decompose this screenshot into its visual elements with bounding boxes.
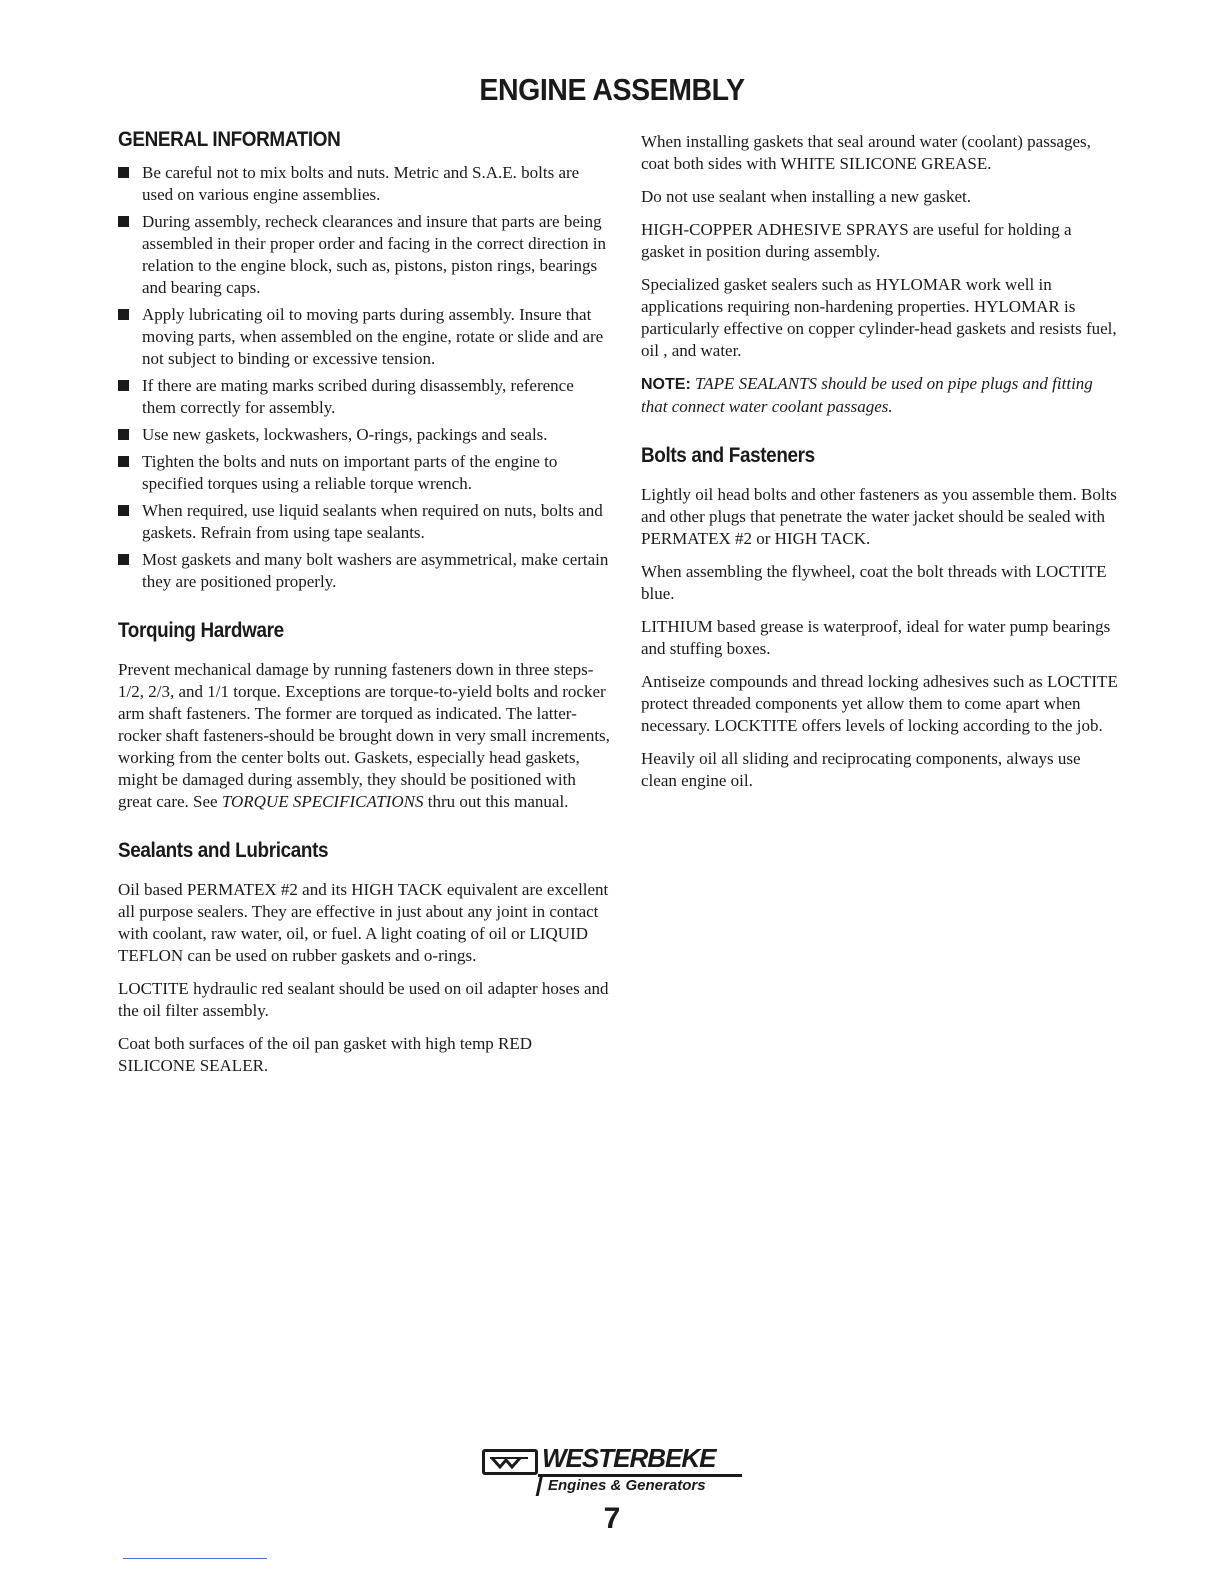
page-number: 7 (603, 1502, 621, 1535)
brand-name: WESTERBEKE (542, 1443, 716, 1473)
gasket-paragraph: When installing gaskets that seal around water (coolant) passages, coat both sides with WHITE SILICONE GREASE. (641, 132, 1091, 173)
w-mark-icon (490, 1455, 530, 1469)
note (641, 373, 1119, 418)
torquing-text: Prevent mechanical damage by running fasteners down in three steps-1/2, 2/3, and 1/1 torque. Exceptions are torque-to-yield bolts and rocker arm shaft fasteners. The former are torqued as indicated. The latter-rocker shaft fasteners-should be brought down in very small increments, working from the center bolts out. Gaskets, especially head gaskets, might be damaged during assembly, they should be positioned with great care. See (118, 660, 610, 811)
westerbeke-logo (482, 1443, 744, 1499)
bolts-paragraph: When assembling the flywheel, coat the bolt threads with LOCTITE blue. (641, 562, 1107, 603)
note-label: NOTE: (641, 376, 691, 393)
logo-tick (536, 1474, 544, 1496)
left-column (118, 128, 610, 1088)
list-item (118, 451, 610, 495)
square-bullet-icon (118, 505, 129, 516)
sealants-paragraph: Oil based PERMATEX #2 and its HIGH TACK equivalent are excellent all purpose sealers. They are effective in just about any joint in contact with coolant, raw water, oil, or fuel. A light coating of oil or LIQUID TEFLON can be used on rubber gaskets and o-rings. (118, 880, 609, 965)
logo-mark-icon (482, 1449, 538, 1475)
footer-rule (123, 1558, 267, 1559)
square-bullet-icon (118, 216, 129, 227)
bolts-fasteners-heading: Bolts and Fasteners (641, 444, 815, 467)
list-item (118, 424, 610, 446)
torquing-hardware-heading: Torquing Hardware (118, 619, 284, 642)
list-item (118, 375, 610, 419)
gasket-paragraph: Do not use sealant when installing a new gasket. (641, 187, 972, 206)
square-bullet-icon (118, 167, 129, 178)
bolts-paragraph: LITHIUM based grease is waterproof, ideal for water pump bearings and stuffing boxes. (641, 617, 1111, 658)
sealants-paragraph: Coat both surfaces of the oil pan gasket with high temp RED SILICONE SEALER. (118, 1034, 533, 1075)
right-column (641, 131, 1119, 803)
square-bullet-icon (118, 554, 129, 565)
sealants-section (118, 839, 610, 1077)
square-bullet-icon (118, 429, 129, 440)
list-item (118, 304, 610, 370)
square-bullet-icon (118, 380, 129, 391)
general-information-heading: GENERAL INFORMATION (118, 128, 341, 151)
bolts-fasteners-section (641, 444, 1119, 792)
list-item-text: Use new gaskets, lockwashers, O-rings, packings and seals. (142, 425, 548, 444)
bolts-paragraph: Heavily oil all sliding and reciprocating components, always use clean engine oil. (641, 749, 1081, 790)
torquing-hardware-paragraph (118, 659, 610, 813)
general-information-list (118, 162, 610, 593)
torquing-text-end: thru out this manual. (423, 792, 569, 811)
note-text: TAPE SEALANTS should be used on pipe plugs and fitting that connect water coolant passages. (641, 374, 1093, 416)
sealants-paragraph: LOCTITE hydraulic red sealant should be used on oil adapter hoses and the oil filter assembly. (118, 979, 609, 1020)
list-item-text: If there are mating marks scribed during disassembly, reference them correctly for assembly. (142, 376, 574, 417)
list-item (118, 211, 610, 299)
list-item-text: Most gaskets and many bolt washers are asymmetrical, make certain they are positioned properly. (142, 550, 609, 591)
list-item (118, 549, 610, 593)
gasket-paragraph: HIGH-COPPER ADHESIVE SPRAYS are useful for holding a gasket in position during assembly. (641, 220, 1072, 261)
list-item-text: When required, use liquid sealants when required on nuts, bolts and gaskets. Refrain from using tape sealants. (142, 501, 603, 542)
list-item-text: Tighten the bolts and nuts on important parts of the engine to specified torques using a reliable torque wrench. (142, 452, 558, 493)
list-item (118, 500, 610, 544)
list-item-text: Be careful not to mix bolts and nuts. Metric and S.A.E. bolts are used on various engine assemblies. (142, 163, 580, 204)
bolts-paragraph: Lightly oil head bolts and other fasteners as you assemble them. Bolts and other plugs that penetrate the water jacket should be sealed with PERMATEX #2 or HIGH TACK. (641, 485, 1117, 548)
list-item-text: During assembly, recheck clearances and insure that parts are being assembled in their proper order and facing in the correct direction in relation to the engine block, such as, pistons, piston rings, bearings and bearing caps. (142, 212, 607, 297)
square-bullet-icon (118, 456, 129, 467)
sealants-heading: Sealants and Lubricants (118, 839, 329, 862)
torquing-hardware-section (118, 619, 610, 813)
torque-specifications-reference: TORQUE SPECIFICATIONS (221, 792, 424, 811)
list-item (118, 162, 610, 206)
square-bullet-icon (118, 309, 129, 320)
list-item-text: Apply lubricating oil to moving parts during assembly. Insure that moving parts, when assembled on the engine, rotate or slide and are not subject to binding or excessive tension. (142, 305, 604, 368)
page-title: ENGINE ASSEMBLY (479, 72, 745, 107)
gasket-paragraph: Specialized gasket sealers such as HYLOMAR work well in applications requiring non-hardening properties. HYLOMAR is particularly effective on copper cylinder-head gaskets and resists fuel, oil , and water. (641, 275, 1117, 360)
brand-tagline: Engines & Generators (548, 1477, 706, 1494)
bolts-paragraph: Antiseize compounds and thread locking adhesives such as LOCTITE protect threaded components yet allow them to come apart when necessary. LOCKTITE offers levels of locking according to the job. (641, 672, 1118, 735)
